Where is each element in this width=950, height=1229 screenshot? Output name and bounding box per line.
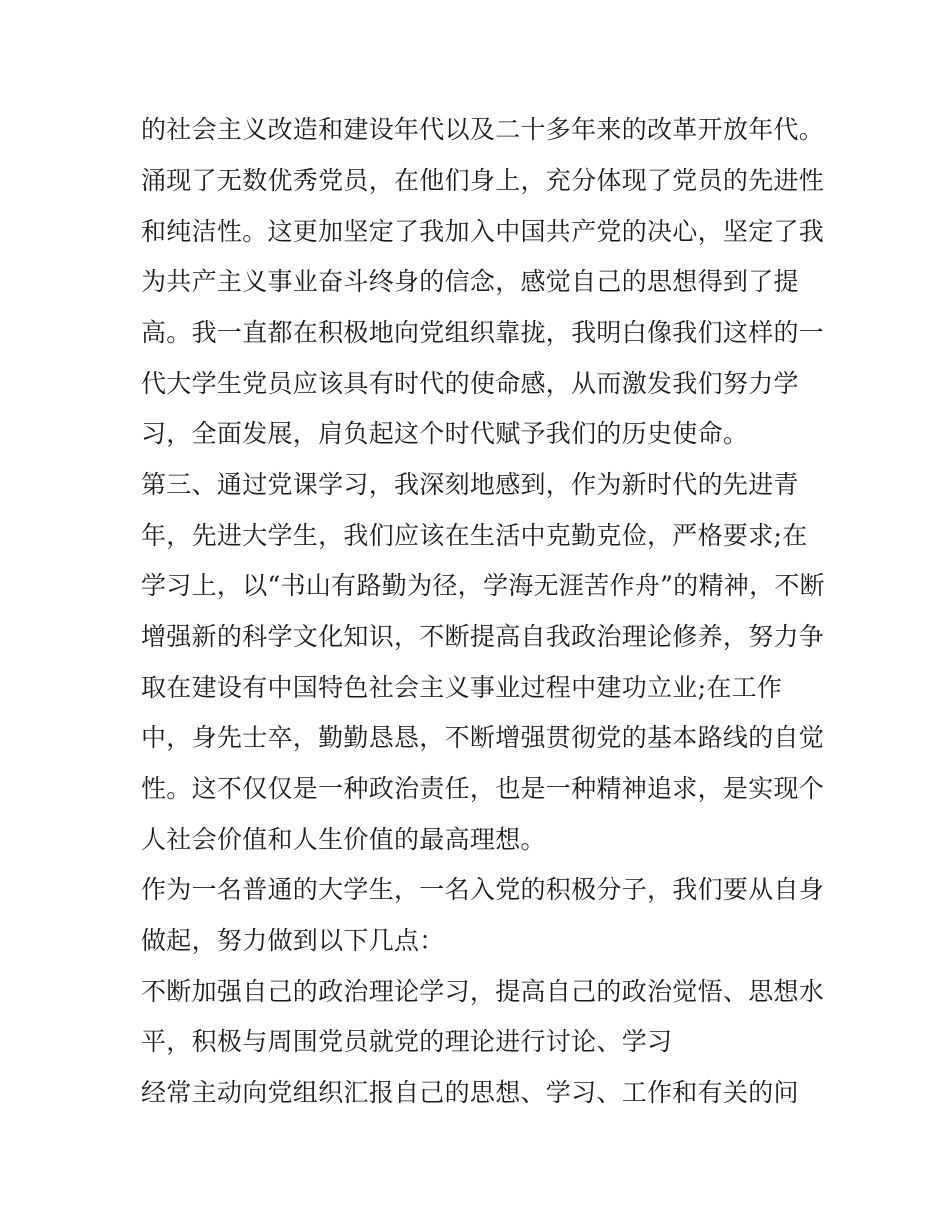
text-line: 做起，努力做到以下几点： xyxy=(141,926,445,955)
text-line: 涌现了无数优秀党员，在他们身上，充分体现了党员的先进性 xyxy=(141,166,825,195)
text-line: 取在建设有中国特色社会主义事业过程中建功立业;在工作 xyxy=(141,673,783,702)
text-line: 第三、通过党课学习，我深刻地感到，作为新时代的先进青 xyxy=(141,470,799,499)
text-line: 为共产主义事业奋斗终身的信念，感觉自己的思想得到了提 xyxy=(141,267,799,296)
text-line: 学习上，以“书山有路勤为径，学海无涯苦作舟”的精神，不断 xyxy=(141,571,825,600)
text-line: 的社会主义改造和建设年代以及二十多年来的改革开放年代。 xyxy=(141,115,825,144)
text-line: 增强新的科学文化知识，不断提高自我政治理论修养，努力争 xyxy=(141,622,825,651)
text-line: 和纯洁性。这更加坚定了我加入中国共产党的决心，坚定了我 xyxy=(141,217,825,246)
text-line: 经常主动向党组织汇报自己的思想、学习、工作和有关的问 xyxy=(141,1078,799,1107)
text-line: 不断加强自己的政治理论学习，提高自己的政治觉悟、思想水 xyxy=(141,977,825,1006)
text-line: 代大学生党员应该具有时代的使命感，从而激发我们努力学 xyxy=(141,369,799,398)
text-line: 人社会价值和人生价值的最高理想。 xyxy=(141,825,546,854)
text-line: 性。这不仅仅是一种政治责任，也是一种精神追求，是实现个 xyxy=(141,774,825,803)
text-line: 平，积极与周围党员就党的理论进行讨论、学习 xyxy=(141,1027,673,1056)
text-line: 中，身先士卒，勤勤恳恳，不断增强贯彻党的基本路线的自觉 xyxy=(141,723,825,752)
text-line: 年，先进大学生，我们应该在生活中克勤克俭，严格要求;在 xyxy=(141,521,808,550)
text-line: 高。我一直都在积极地向党组织靠拢，我明白像我们这样的一 xyxy=(141,318,825,347)
text-line: 习，全面发展，肩负起这个时代赋予我们的历史使命。 xyxy=(141,419,749,448)
text-line: 作为一名普通的大学生，一名入党的积极分子，我们要从自身 xyxy=(141,875,825,904)
